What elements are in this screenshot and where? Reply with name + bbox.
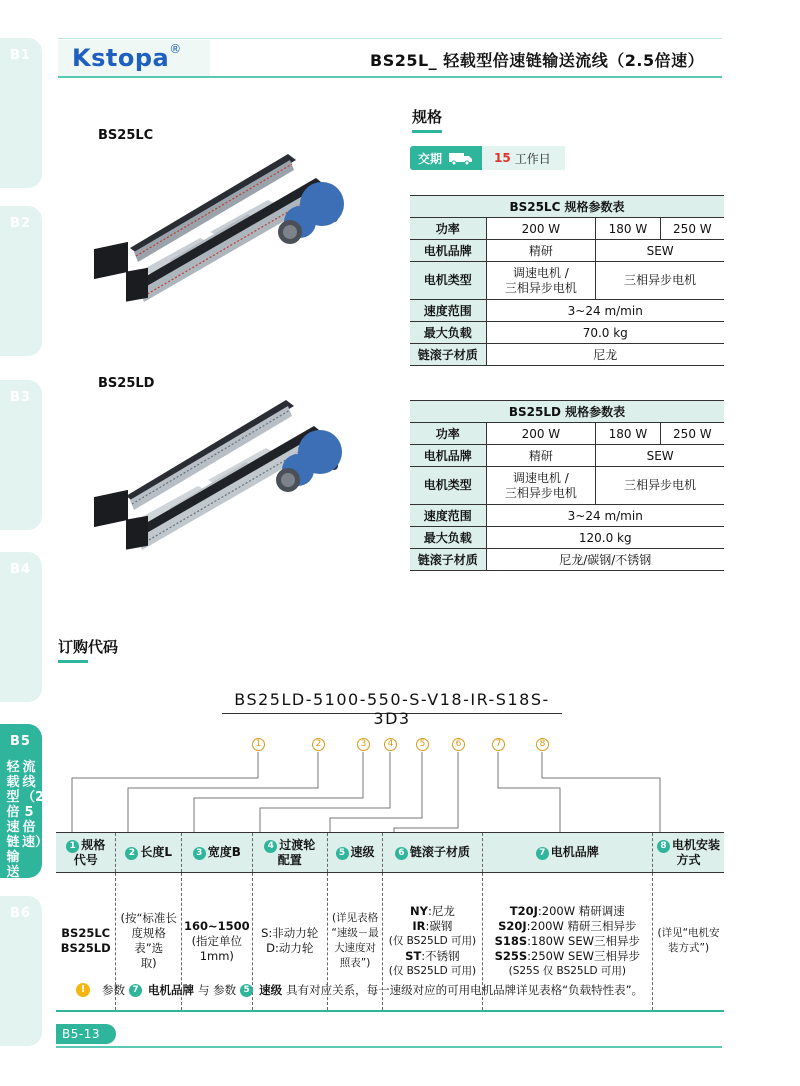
number-badge: 8 [657, 840, 670, 853]
code-value: :250W SEW三相异步 [527, 948, 640, 963]
order-cell-line [485, 934, 651, 949]
order-cell-line [385, 904, 479, 919]
code-marker: 7 [492, 738, 505, 751]
footnote-text: 参数 [102, 983, 125, 997]
order-header [327, 833, 383, 873]
code-key: S20J [498, 918, 527, 933]
code-marker: 5 [416, 738, 429, 751]
side-tab-code: B5 [10, 734, 31, 749]
side-tab-code: B6 [10, 906, 31, 921]
order-header-text: 代号 [73, 852, 98, 867]
spec-cell-line: 调速电机 / [512, 265, 569, 280]
code-marker: 8 [536, 738, 549, 751]
order-cell-line: (详见“电机安 [657, 927, 720, 940]
page-number: B5-13 [56, 1024, 116, 1044]
spec-label: 电机品牌 [410, 240, 486, 262]
number-badge: 6 [395, 847, 408, 860]
model-label-lc: BS25LC [98, 128, 154, 143]
footnote-text: 速级 [259, 983, 283, 997]
spec-cell: 120.0 kg [486, 527, 724, 549]
order-cell-line [485, 904, 651, 919]
spec-cell: 3~24 m/min [486, 300, 724, 322]
order-header-text: 方式 [676, 852, 701, 867]
order-cell-line: (仅 BS25LD 可用) [388, 964, 477, 977]
order-cell-line: (按“标准长 [120, 911, 177, 926]
spec-cell: 200 W [486, 423, 596, 445]
order-cell-line: 装方式”) [668, 942, 710, 955]
spec-cell: 200 W [486, 218, 596, 240]
spec-cell: SEW [596, 240, 724, 262]
order-header [181, 833, 252, 873]
order-cell-line: “速级－最 [331, 927, 379, 940]
order-section-title: 订购代码 [58, 638, 119, 656]
spec-cell: 3~24 m/min [486, 505, 724, 527]
spec-cell: 250 W [660, 423, 724, 445]
spec-label: 速度范围 [410, 505, 486, 527]
code-key: S25S [494, 948, 528, 963]
order-cell-line [485, 919, 651, 934]
side-tab-code: B2 [10, 216, 31, 231]
order-cell-line: 大速度对 [334, 942, 377, 955]
order-header [383, 833, 482, 873]
footnote-text: 电机品牌 [148, 983, 194, 997]
spec-cell: 180 W [596, 423, 660, 445]
code-value: :200W 精研三相异步 [526, 918, 637, 933]
spec-label: 电机类型 [410, 262, 486, 300]
code-key: IR [412, 918, 426, 933]
code-key: T20J [509, 903, 538, 918]
code-marker: 6 [452, 738, 465, 751]
warning-icon: ! [76, 983, 90, 997]
number-badge: 3 [193, 847, 206, 860]
footnote-text: 与 参数 [198, 983, 237, 997]
spec-cell: 250 W [660, 218, 724, 240]
code-value: :不锈钢 [421, 948, 460, 963]
order-header [56, 833, 116, 873]
number-badge: 1 [66, 840, 79, 853]
code-key: ST [405, 948, 422, 963]
spec-cell: 尼龙/碳钢/不锈钢 [486, 549, 724, 571]
delivery-label: 交期 [418, 151, 443, 166]
spec-label: 速度范围 [410, 300, 486, 322]
spec-label: 最大负载 [410, 527, 486, 549]
order-cell-line [485, 949, 651, 964]
order-header-text: 长度L [140, 845, 173, 859]
spec-cell: 精研 [486, 240, 596, 262]
order-header [482, 833, 653, 873]
spec-cell: 180 W [596, 218, 660, 240]
number-badge: 5 [240, 984, 253, 997]
spec-cell: SEW [596, 445, 724, 467]
order-header-text: 电机安装 [672, 837, 721, 852]
spec-cell: 70.0 kg [486, 322, 724, 344]
order-header [252, 833, 327, 873]
side-tab-title-col1: 轻载型倍速链输送 [6, 760, 20, 880]
number-badge: 7 [129, 984, 142, 997]
order-cell-line: D:动力轮 [266, 941, 314, 956]
code-marker: 3 [357, 738, 370, 751]
order-header-text: 配置 [277, 852, 302, 867]
number-badge: 7 [536, 847, 549, 860]
order-cell-line: S:非动力轮 [261, 926, 319, 941]
code-value: :碳钢 [425, 918, 453, 933]
code-key: NY [410, 903, 428, 918]
order-cell-line [385, 919, 479, 934]
spec-cell: 三相异步电机 [596, 262, 724, 300]
brand-logo-text: Kstopa [72, 44, 170, 72]
code-value: :200W 精研调速 [537, 903, 625, 918]
spec-cell-line: 调速电机 / [512, 470, 569, 485]
order-cell-line: 160~1500 [183, 918, 250, 933]
code-marker: 2 [312, 738, 325, 751]
order-cell-line: (仅 BS25LD 可用) [388, 934, 477, 947]
order-header-text: 链滚子材质 [409, 845, 470, 859]
spec-label: 功率 [410, 423, 486, 445]
order-header [116, 833, 182, 873]
order-header-text: 宽度B [207, 845, 241, 859]
spec-section-title: 规格 [412, 108, 443, 126]
footer-line [56, 1046, 722, 1048]
code-marker: 4 [384, 738, 397, 751]
spec-label: 功率 [410, 218, 486, 240]
delivery-days-number: 15 [494, 151, 511, 165]
order-header-text: 规格 [81, 837, 106, 852]
spec-label: 链滚子材质 [410, 344, 486, 366]
order-cell-line: 取) [140, 956, 157, 971]
order-cell-mount [653, 873, 724, 1011]
number-badge: 4 [264, 840, 277, 853]
code-key: S18S [494, 933, 528, 948]
order-cell-line: (指定单位 [191, 933, 243, 948]
code-value: :180W SEW三相异步 [527, 933, 640, 948]
spec-cell: 精研 [486, 445, 596, 467]
side-tab-code: B1 [10, 48, 31, 63]
order-cell-line: BS25LC [61, 926, 111, 941]
order-cell-line: BS25LD [60, 941, 111, 956]
spec-table-caption: BS25LD 规格参数表 [410, 401, 724, 423]
footnote-text: 具有对应关系，每一速级对应的可用电机品牌详见表格“负载特性表”。 [286, 983, 644, 997]
spec-label: 电机类型 [410, 467, 486, 505]
side-tab-code: B3 [10, 390, 31, 405]
spec-cell: 三相异步电机 [596, 467, 724, 505]
page-title: BS25L_ 轻载型倍速链输送流线（2.5倍速） [370, 51, 705, 70]
code-value: :尼龙 [427, 903, 455, 918]
order-header-text: 过渡轮 [279, 837, 316, 852]
model-label-ld: BS25LD [98, 376, 155, 391]
spec-label: 最大负载 [410, 322, 486, 344]
code-marker: 1 [252, 738, 265, 751]
order-cell-line: (详见表格 [332, 912, 379, 925]
footnote [76, 982, 643, 998]
number-badge: 2 [125, 847, 138, 860]
spec-cell-line: 三相异步电机 [504, 280, 577, 295]
spec-table-caption: BS25LC 规格参数表 [410, 196, 724, 218]
side-tab-code: B4 [10, 562, 31, 577]
spec-cell: 尼龙 [486, 344, 724, 366]
number-badge: 5 [336, 847, 349, 860]
order-header-text: 电机品牌 [550, 845, 599, 859]
order-cell-line [385, 949, 479, 964]
order-code-example: BS25LD-5100-550-S-V18-IR-S18S-3D3 [222, 690, 562, 714]
order-cell-line: (S25S 仅 BS25LD 可用) [508, 964, 626, 977]
order-header-text: 速级 [350, 845, 375, 859]
delivery-days-unit: 工作日 [514, 151, 551, 166]
order-cell-line: 照表”) [339, 957, 371, 970]
order-cell-line: 度规格表”选 [131, 926, 166, 956]
order-header [653, 833, 724, 873]
order-cell-line: 1mm) [199, 948, 234, 963]
spec-label: 电机品牌 [410, 445, 486, 467]
spec-label: 链滚子材质 [410, 549, 486, 571]
side-tab-title-col2: 流线（2.5倍速） [22, 760, 49, 850]
registered-mark: ® [169, 42, 182, 56]
spec-cell-line: 三相异步电机 [504, 485, 577, 500]
